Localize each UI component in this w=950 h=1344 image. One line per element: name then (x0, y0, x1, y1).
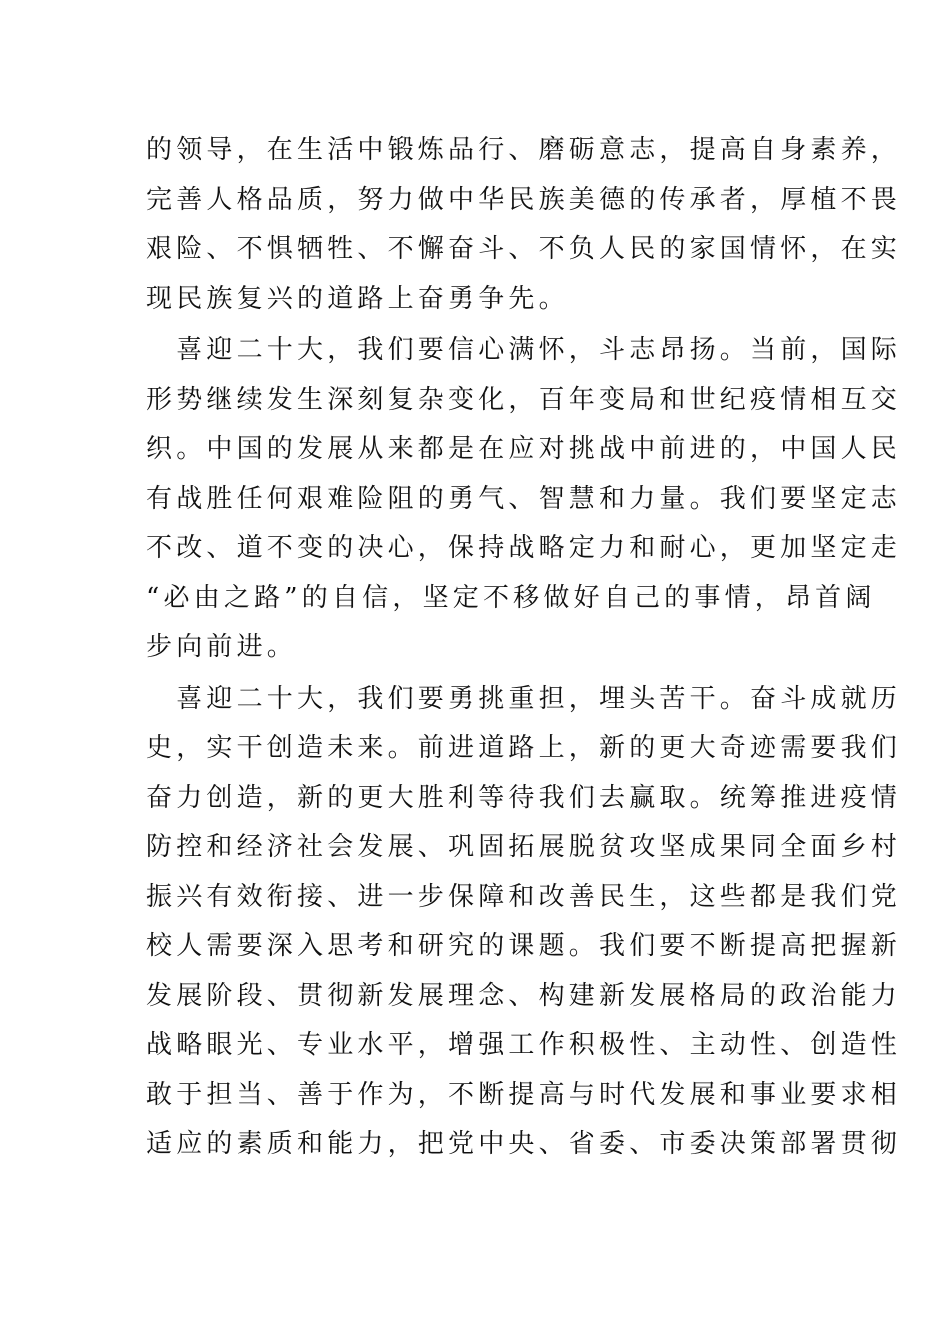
text-line: 形势继续发生深刻复杂变化，百年变局和世纪疫情相互交 (146, 384, 902, 415)
text-line: 适应的素质和能力，把党中央、省委、市委决策部署贯彻 (146, 1129, 902, 1159)
paragraph-2 (146, 326, 902, 673)
text-line: 步向前进。 (146, 632, 298, 662)
text-line: 战略眼光、专业水平，增强工作积极性、主动性、创造性 (146, 1030, 902, 1060)
paragraph-3 (146, 675, 902, 1170)
text-line: 现民族复兴的道路上奋勇争先。 (146, 283, 569, 314)
text-line: 喜迎二十大，我们要信心满怀，斗志昂扬。当前，国际 (146, 335, 902, 365)
text-line: 奋力创造，新的更大胜利等待我们去赢取。统筹推进疫情 (146, 782, 902, 813)
text-line: 艰险、不惧牺牲、不懈奋斗、不负人民的家国情怀，在实 (146, 234, 902, 264)
text-line: 的领导，在生活中锻炼品行、磨砺意志，提高自身素养， (146, 135, 902, 165)
text-line: 敢于担当、善于作为，不断提高与时代发展和事业要求相 (146, 1079, 902, 1110)
text-line: 不改、道不变的决心，保持战略定力和耐心，更加坚定走 (146, 533, 902, 563)
text-line: 喜迎二十大，我们要勇挑重担，埋头苦干。奋斗成就历 (146, 683, 902, 714)
text-line: 织。中国的发展从来都是在应对挑战中前进的，中国人民 (146, 434, 902, 464)
text-line: “必由之路”的自信，坚定不移做好自己的事情，昂首阔 (146, 582, 876, 613)
paragraph-1 (146, 126, 902, 324)
text-line: 校人需要深入思考和研究的课题。我们要不断提高把握新 (146, 931, 902, 961)
text-line: 发展阶段、贯彻新发展理念、构建新发展格局的政治能力 (146, 980, 902, 1011)
body-text (146, 126, 902, 1170)
text-line: 有战胜任何艰难险阻的勇气、智慧和力量。我们要坚定志 (146, 483, 902, 514)
text-line: 史，实干创造未来。前进道路上，新的更大奇迹需要我们 (146, 733, 902, 763)
text-line: 防控和经济社会发展、巩固拓展脱贫攻坚成果同全面乡村 (146, 832, 902, 862)
text-line: 振兴有效衔接、进一步保障和改善民生，这些都是我们党 (146, 881, 902, 912)
text-line: 完善人格品质，努力做中华民族美德的传承者，厚植不畏 (146, 184, 902, 215)
